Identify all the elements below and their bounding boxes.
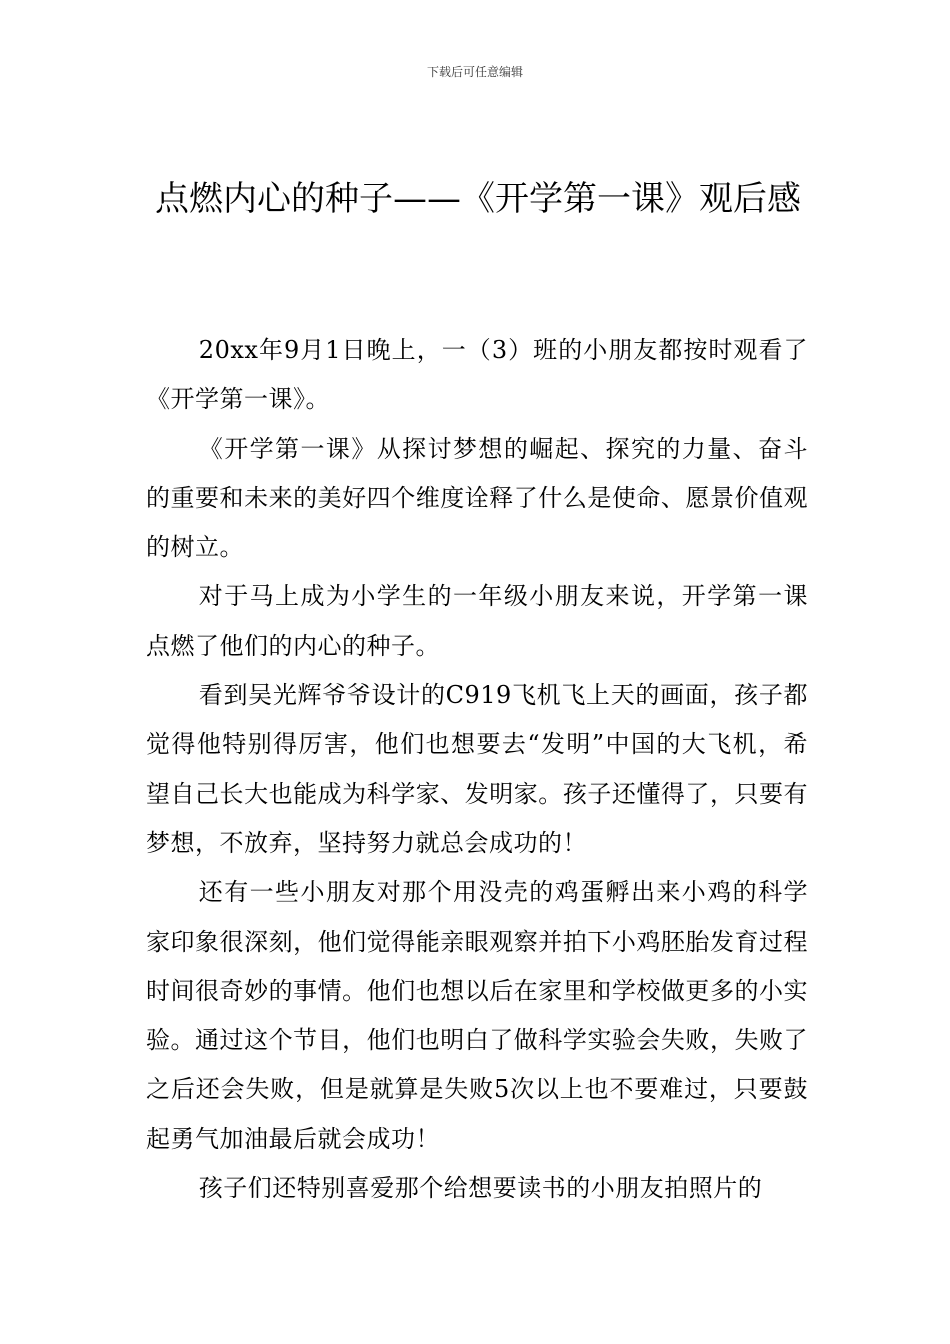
- paragraph-6: 孩子们还特别喜爱那个给想要读书的小朋友拍照片的: [198, 1174, 763, 1203]
- paragraph-1: 20xx年9月1日晚上，一（3）班的小朋友都按时观看了《开学第一课》。: [146, 336, 808, 414]
- document-title: 点燃内心的种子——《开学第一课》观后感: [155, 179, 801, 219]
- page-header-note: 下载后可任意编辑: [426, 65, 523, 79]
- document-body: [146, 326, 808, 1213]
- paragraph-4: 看到吴光辉爷爷设计的C919飞机飞上天的画面，孩子都觉得他特别得厉害，他们也想要去“发明”中国的大飞机，希望自己长大也能成为科学家、发明家。孩子还懂得了，只要有梦想，不放弃，坚持努力就总会成功的！: [146, 681, 808, 857]
- paragraph-5: 还有一些小朋友对那个用没壳的鸡蛋孵出来小鸡的科学家印象很深刻，他们觉得能亲眼观察并拍下小鸡胚胎发育过程时间很奇妙的事情。他们也想以后在家里和学校做更多的小实验。通过这个节目，他们也明白了做科学实验会失败，失败了之后还会失败，但是就算是失败5次以上也不要难过，只要鼓起勇气加油最后就会成功！: [146, 878, 808, 1153]
- paragraph-2: 《开学第一课》从探讨梦想的崛起、探究的力量、奋斗的重要和未来的美好四个维度诠释了什么是使命、愿景价值观的树立。: [146, 434, 808, 562]
- paragraph-3: 对于马上成为小学生的一年级小朋友来说，开学第一课点燃了他们的内心的种子。: [146, 582, 808, 660]
